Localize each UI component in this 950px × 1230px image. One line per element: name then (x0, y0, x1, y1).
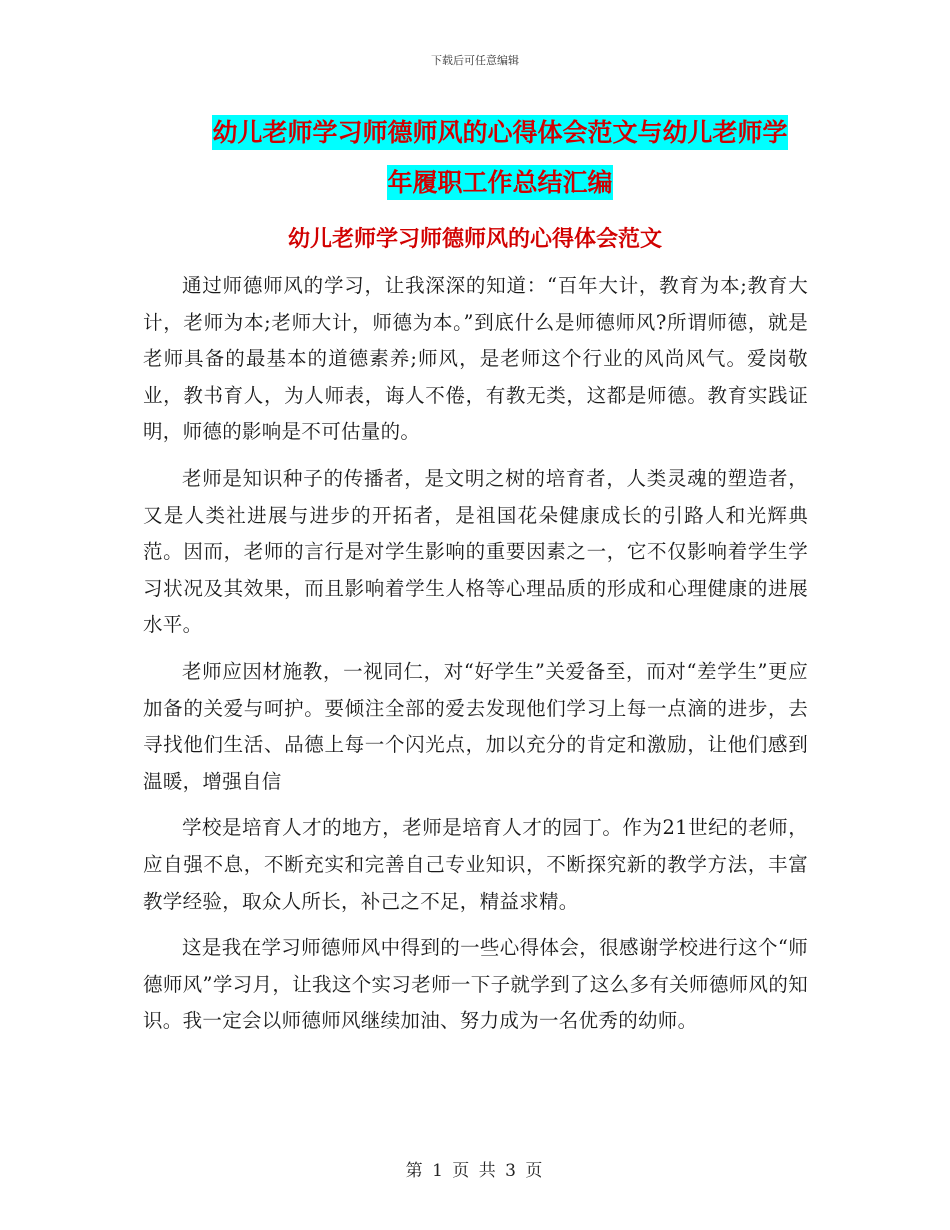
paragraph: 老师应因材施教，一视同仁，对“好学生”关爱备至，而对“差学生”更应加备的关爱与呵护。要倾注全部的爱去发现他们学习上每一点滴的进步，去寻找他们生活、品德上每一个闪光点，加以充分的肯定和激励，让他们感到温暖，增强自信 (143, 659, 808, 793)
paragraph: 老师是知识种子的传播者，是文明之树的培育者，人类灵魂的塑造者，又是人类社进展与进步的开拓者，是祖国花朵健康成长的引路人和光辉典范。因而，老师的言行是对学生影响的重要因素之一，它不仅影响着学生学习状况及其效果，而且影响着学生人格等心理品质的形成和心理健康的进展水平。 (143, 466, 808, 637)
title-line-2: 年履职工作总结汇编 (387, 165, 612, 200)
title-line-1: 幼儿老师学习师德师风的心得体会范文与幼儿老师学 (212, 115, 787, 150)
page-number-footer: 第 1 页 共 3 页 (405, 1161, 545, 1181)
paragraph: 这是我在学习师德师风中得到的一些心得体会，很感谢学校进行这个“师德师风”学习月，让我这个实习老师一下子就学到了这么多有关师德师风的知识。我一定会以师德师风继续加油、努力成为一名优秀的幼师。 (143, 936, 808, 1033)
paragraph: 通过师德师风的学习，让我深深的知道：“百年大计，教育为本;教育大计，老师为本;老师大计，师德为本。”到底什么是师德师风?所谓师德，就是老师具备的最基本的道德素养;师风，是老师这个行业的风尚风气。爱岗敬业，教书育人，为人师表，诲人不倦，有教无类，这都是师德。教育实践证明，师德的影响是不可估量的。 (143, 274, 808, 444)
document-body (143, 268, 808, 1050)
page-header: 下载后可任意编辑 (431, 54, 519, 67)
section-title: 幼儿老师学习师德师风的心得体会范文 (287, 227, 662, 252)
document-title (190, 108, 810, 208)
paragraph: 学校是培育人才的地方，老师是培育人才的园丁。作为21世纪的老师，应自强不息，不断充实和完善自己专业知识，不断探究新的教学方法，丰富教学经验，取众人所长，补己之不足，精益求精。 (143, 816, 808, 913)
